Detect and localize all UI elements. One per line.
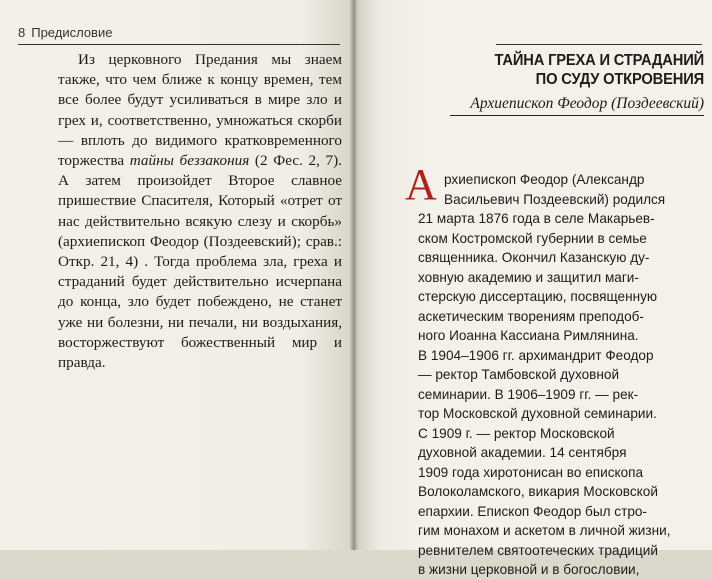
bio-line: 1909 года хиротонисан во епископа bbox=[418, 464, 644, 480]
bio-line: — ректор Тамбовской духовной bbox=[418, 367, 620, 382]
bio-line: в жизни церковной и в богословии, bbox=[418, 562, 640, 577]
bio-line: епархии. Епископ Феодор был стро- bbox=[418, 503, 647, 519]
drop-cap: А bbox=[405, 160, 437, 209]
bio-line: Васильевич Поздеевский) родился bbox=[444, 191, 666, 207]
running-head bbox=[18, 25, 112, 40]
bio-line: семинарии. В 1906–1909 гг. — рек- bbox=[418, 386, 639, 402]
biography-text bbox=[418, 170, 704, 580]
header-rule bbox=[496, 44, 702, 45]
paragraph-italic-phrase: тайны беззакония bbox=[129, 152, 250, 170]
running-head-title: Предисловие bbox=[31, 25, 113, 40]
paragraph-text: Из церковного Предания мы знаем также, что чем ближе к концу времен, тем все более будут усиливаться в мире зло и грех и, соответственно, умножаться скорби — вплоть до видимого кратковременного торжества bbox=[58, 51, 342, 170]
chapter-title-line: ПО СУДУ ОТКРОВЕНИЯ bbox=[535, 71, 704, 88]
preface-text bbox=[58, 50, 342, 373]
bio-line: 21 марта 1876 года в селе Макарьев- bbox=[418, 211, 655, 226]
preface-paragraph bbox=[58, 50, 342, 373]
bio-line: духовной академии. 14 сентября bbox=[418, 445, 627, 460]
bio-line: рхиепископ Феодор (Александр bbox=[444, 172, 645, 187]
bio-line: гим монахом и аскетом в личной жизни, bbox=[418, 523, 671, 538]
header-rule bbox=[18, 44, 340, 45]
bio-line: ском Костромской губернии в семье bbox=[418, 230, 647, 246]
bio-line: аскетическим творениям преподоб- bbox=[418, 308, 644, 324]
bio-line: тор Московской духовной семинарии. bbox=[418, 406, 657, 421]
left-page bbox=[0, 0, 352, 550]
right-page bbox=[358, 0, 712, 577]
bio-line: стерскую диссертацию, посвященную bbox=[418, 289, 658, 304]
bio-line: ного Иоанна Кассиана Римлянина. bbox=[418, 328, 639, 343]
chapter-title bbox=[478, 51, 704, 89]
bio-line: Волоколамского, викария Московской bbox=[418, 484, 658, 499]
paragraph-text-continued: (2 Фес. 2, 7). А затем произойдет Второе славное пришествие Спасителя, Который «отрет от нас действительно всякую слезу и скорбь» (архиепископ Феодор (Поздеевский); срав.: Откр. 21, 4) . Тогда проблема зла, греха и страданий будет действительно исчерпана до конца, зло будет побеждено, не станет уже ни болезни, ни печали, ни воздыхания, восторжествуют божественный мир и правда. bbox=[58, 152, 342, 372]
bio-line: В 1904–1906 гг. архимандрит Феодор bbox=[418, 347, 654, 363]
author-rule bbox=[450, 115, 704, 116]
bio-line: священника. Окончил Казанскую ду- bbox=[418, 250, 650, 265]
bio-line: ховную академию и защитил маги- bbox=[418, 269, 639, 285]
chapter-author: Архиепископ Феодор (Поздеевский) bbox=[470, 95, 704, 112]
chapter-title-line: ТАЙНА ГРЕХА И СТРАДАНИЙ bbox=[494, 52, 704, 69]
bio-line: ревнителем святоотеческих традиций bbox=[418, 542, 658, 558]
page-number: 8 bbox=[18, 25, 26, 40]
bio-line: С 1909 г. — ректор Московской bbox=[418, 425, 615, 441]
